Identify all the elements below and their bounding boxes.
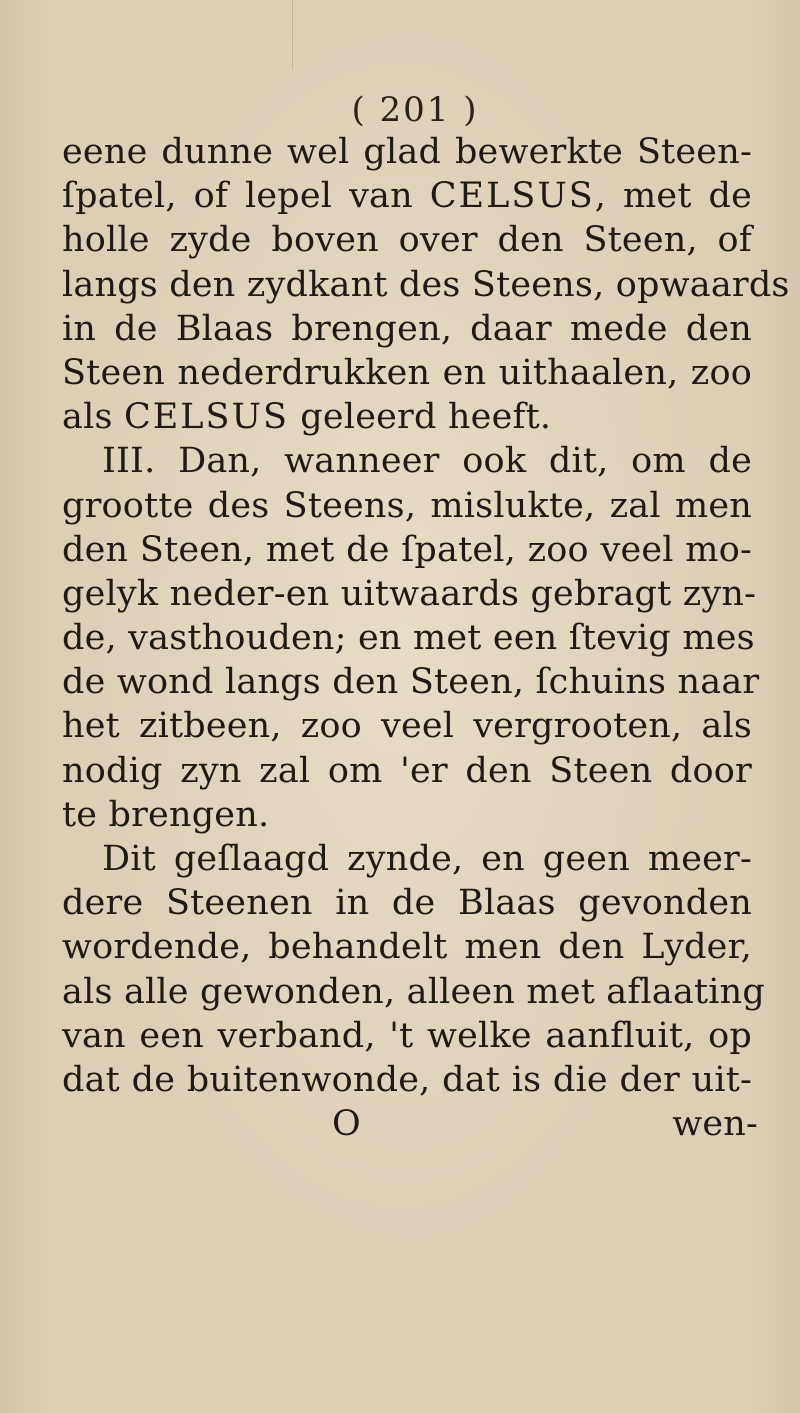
- page-footer: [62, 1102, 759, 1146]
- author-name: CELSUS: [429, 176, 595, 217]
- author-name: CELSUS: [123, 397, 289, 438]
- text-line: dat de buitenwonde, dat is die der uit-: [62, 1059, 752, 1100]
- text-line: den Steen, met de ſpatel, zoo veel mo-: [62, 529, 752, 570]
- text-line: de wond langs den Steen, ſchuins naar: [62, 662, 760, 703]
- paragraph-2: [62, 439, 760, 837]
- text-line: holle zyde boven over den Steen, of: [62, 220, 752, 261]
- body-text: [62, 130, 790, 1146]
- page-fold-mark: [292, 0, 293, 70]
- text-line: gelyk neder-en uitwaards gebragt zyn-: [62, 573, 757, 614]
- text-line: het zitbeen, zoo veel vergrooten, als: [62, 706, 752, 747]
- text-segment: als: [62, 397, 124, 438]
- text-line: te brengen.: [62, 794, 270, 835]
- text-line: Steen nederdrukken en uithaalen, zoo: [62, 352, 752, 393]
- signature-mark: O: [332, 1104, 361, 1145]
- text-line: eene dunne wel glad bewerkte Steen-: [62, 132, 752, 172]
- text-line: de, vasthouden; en met een ſtevig mes: [62, 618, 755, 659]
- text-line: nodig zyn zal om 'er den Steen door: [62, 750, 752, 791]
- text-line: wordende, behandelt men den Lyder,: [62, 927, 752, 968]
- text-line: III. Dan, wanneer ook dit, om de: [102, 441, 752, 482]
- text-line: van een verband, 't welke aanfluit, op: [62, 1015, 752, 1056]
- text-line: [62, 395, 752, 439]
- text-line: in de Blaas brengen, daar mede den: [62, 308, 752, 349]
- text-segment: , met de: [594, 176, 753, 217]
- page-number: ( 201 ): [351, 90, 479, 130]
- text-segment: ſpatel, of lepel van: [62, 176, 430, 217]
- catchword: wen-: [672, 1104, 759, 1145]
- text-line: als alle gewonden, alleen met aflaating: [62, 971, 766, 1012]
- text-line: [62, 174, 752, 218]
- text-segment: geleerd heeft.: [288, 397, 552, 438]
- text-line: Dit geſlaagd zynde, en geen meer-: [102, 839, 752, 879]
- paragraph-1: [62, 130, 790, 439]
- text-line: langs den zydkant des Steens, opwaards: [62, 264, 790, 305]
- paragraph-3: [62, 837, 766, 1102]
- text-line: grootte des Steens, mislukte, zal men: [62, 485, 752, 526]
- text-line: dere Steenen in de Blaas gevonden: [62, 883, 752, 924]
